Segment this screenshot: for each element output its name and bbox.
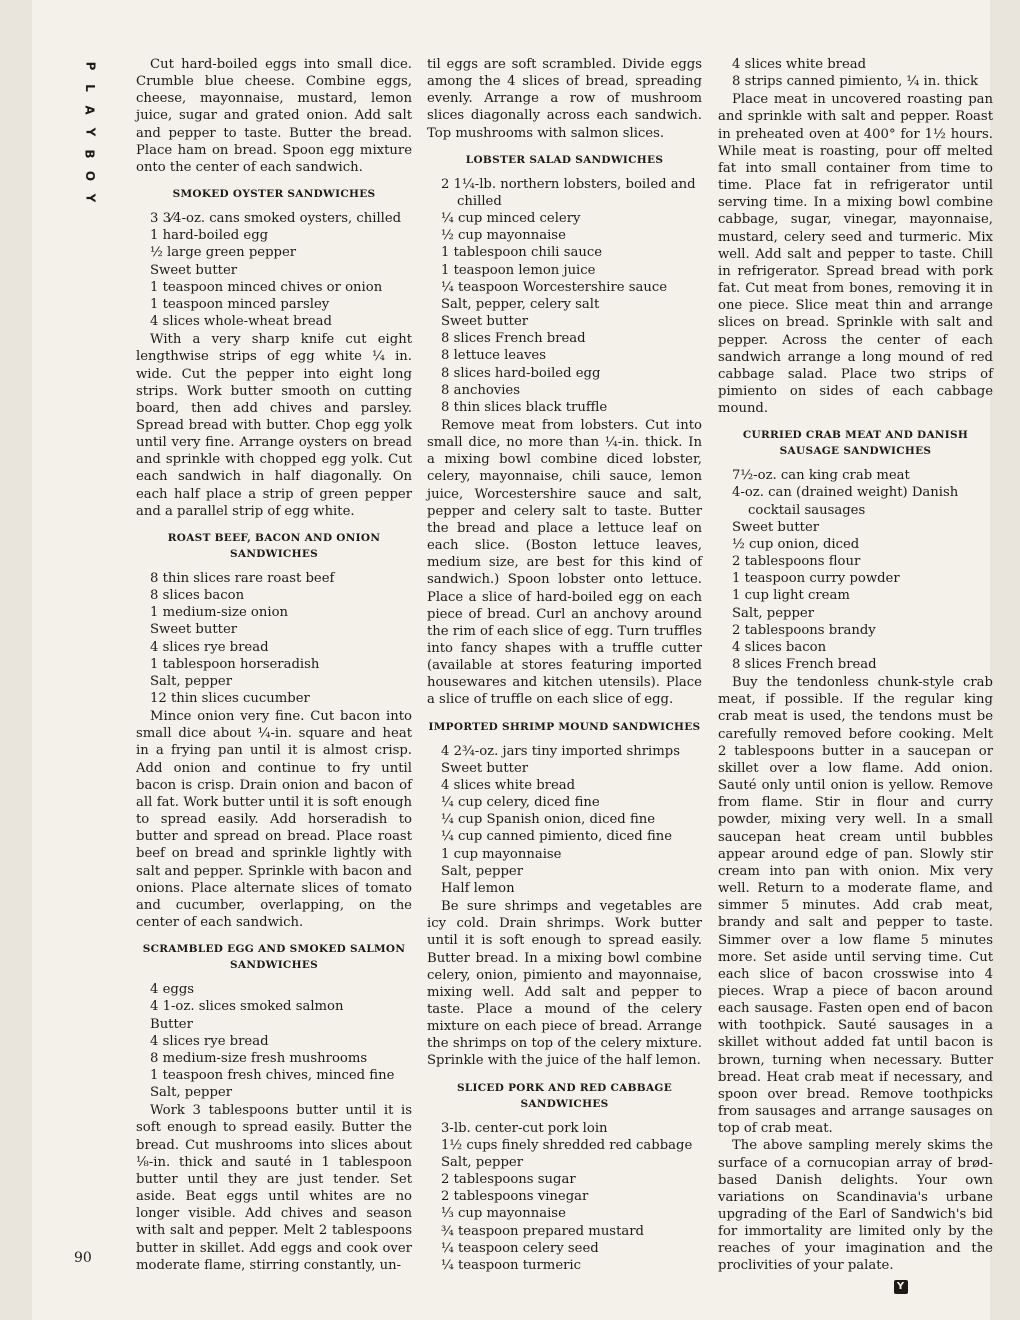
column-1	[136, 56, 412, 1274]
ingredient: 7½-oz. can king crab meat	[732, 468, 910, 484]
ingredient: 4 slices whole-wheat bread	[150, 314, 332, 330]
rabbit-end-mark-icon: Y	[894, 1280, 908, 1294]
ingredient: ¼ cup minced celery	[441, 211, 581, 227]
recipe-title-pork: SLICED PORK AND RED CABBAGE SANDWICHES	[456, 1081, 672, 1110]
ingredient: Salt, pepper	[150, 1085, 233, 1101]
ingredient: 8 slices hard-boiled egg	[441, 365, 601, 381]
closing-paragraph: The above sampling merely skims the surface of a cornucopian array of brød-based Danish delights. Your own variations on Scandinavia's urbane upgrading of the Earl of Sandwich's bid for immortality are limited only by the reaches of your imagination and the proclivities of your palate.	[718, 1138, 993, 1274]
ingredient: ¾ teaspoon prepared mustard	[441, 1223, 644, 1239]
running-head-letter: P	[82, 61, 97, 71]
ingredient: Salt, pepper	[732, 605, 815, 621]
directions-pork: Place meat in uncovered roasting pan and sprinkle with salt and pepper. Roast in preheated oven at 400° for 1½ hours. While meat is roasting, pour off melted fat into small container from time to time. Place fat in refrigerator until serving time. In a mixing bowl combine cabbage, sugar, vinegar, mayonnaise, mustard, celery seed and turmeric. Mix well. Add salt and pepper to taste. Chill in refrigerator. Spread bread with pork fat. Cut meat from bones, removing it in one piece. Slice meat thin and arrange slices on bread. Sprinkle with salt and pepper. Across the center of each sandwich arrange a long mound of red cabbage salad. Place two strips of pimiento on sides of each cabbage mound.	[718, 92, 993, 417]
ingredient: 8 slices French bread	[732, 657, 877, 672]
ingredient: 1 teaspoon lemon juice	[441, 262, 596, 278]
ingredient: 4-oz. can (drained weight) Danish cocktail sausages	[732, 485, 959, 518]
ingredient-list-lobster	[441, 176, 702, 416]
ingredient: ½ cup onion, diced	[732, 536, 860, 552]
ingredient: 12 thin slices cucumber	[150, 691, 310, 706]
ingredient: Salt, pepper	[441, 1154, 524, 1170]
running-head-letter: A	[82, 105, 97, 115]
ingredient: ½ cup mayonnaise	[441, 228, 566, 244]
ingredient: 8 medium-size fresh mushrooms	[150, 1050, 368, 1066]
running-head-letter: L	[83, 84, 97, 92]
ingredient: 1 cup mayonnaise	[441, 846, 562, 862]
ingredient: 4 2¾-oz. jars tiny imported shrimps	[441, 743, 680, 759]
ingredient: Sweet butter	[150, 622, 238, 638]
ingredient-list-pork-cont	[732, 56, 993, 90]
ingredient: 2 tablespoons brandy	[732, 622, 876, 638]
ingredient: 1 tablespoon horseradish	[150, 656, 320, 672]
ingredient: 4 eggs	[150, 982, 195, 998]
ingredient: ¼ teaspoon celery seed	[441, 1240, 599, 1256]
ingredient: 4 slices white bread	[732, 57, 867, 72]
ingredient: 8 anchovies	[441, 382, 520, 398]
ingredient: 3-lb. center-cut pork loin	[441, 1120, 608, 1136]
ingredient: 4 slices bacon	[732, 639, 827, 655]
running-head-letter: Y	[82, 127, 97, 137]
ingredient: 8 thin slices rare roast beef	[150, 570, 335, 586]
ingredient: Sweet butter	[441, 760, 529, 776]
ingredient: 8 lettuce leaves	[441, 348, 546, 364]
recipe-title-scrambled-egg: SCRAMBLED EGG AND SMOKED SALMON SANDWICHES	[142, 943, 406, 972]
ingredient-list-crab	[732, 467, 993, 673]
recipe-title-crab: CURRIED CRAB MEAT AND DANISH SAUSAGE SANDWICHES	[742, 429, 969, 458]
running-head-letter: B	[83, 149, 97, 159]
ingredient: 1 teaspoon fresh chives, minced fine	[150, 1067, 395, 1083]
ingredient: 1½ cups finely shredded red cabbage	[441, 1137, 693, 1153]
recipe-title-roast-beef: ROAST BEEF, BACON AND ONION SANDWICHES	[167, 531, 381, 560]
ingredient: 2 1¼-lb. northern lobsters, boiled and chilled	[441, 176, 696, 209]
ingredient: 4 slices rye bread	[150, 639, 269, 655]
ingredient: ¼ cup celery, diced fine	[441, 795, 600, 811]
ingredient: Butter	[150, 1016, 193, 1032]
ingredient-list-smoked-oyster	[150, 210, 412, 330]
column-2	[427, 56, 702, 1275]
ingredient-list-shrimp	[441, 743, 702, 897]
ingredient: ⅓ cup mayonnaise	[441, 1206, 566, 1222]
ingredient: 8 strips canned pimiento, ¼ in. thick	[732, 74, 979, 90]
recipe-title-lobster: LOBSTER SALAD SANDWICHES	[465, 153, 664, 166]
directions-crab: Buy the tendonless chunk-style crab meat, if possible. If the regular king crab meat is used, the tendons must be carefully removed before cooking. Melt 2 tablespoons butter in a saucepan or skillet over a low flame. Add onion. Sauté only until onion is yellow. Remove from flame. Stir in flour and curry powder, mixing very well. In a small saucepan heat cream until bubbles appear around edge of pan. Slowly stir cream into pan with onion. Mix very well. Return to a moderate flame, and simmer 5 minutes. Add crab meat, brandy and salt and pepper to taste. Simmer over a low flame 5 minutes more. Set aside until serving time. Cut each slice of bacon crosswise into 4 pieces. Wrap a piece of bacon around each sausage. Fasten open end of bacon with toothpick. Sauté sausages in a skillet without added fat until bacon is brown, turning when necessary. Butter bread. Heat crab meat if necessary, and spoon over bread. Remove toothpicks from sausages and arrange sausages on top of crab meat.	[718, 675, 993, 1137]
ingredient: Sweet butter	[150, 262, 238, 278]
ingredient: ¼ cup Spanish onion, diced fine	[441, 812, 656, 828]
ingredient: Half lemon	[441, 880, 515, 896]
ingredient: 1 teaspoon minced chives or onion	[150, 279, 383, 295]
ingredient: 1 tablespoon chili sauce	[441, 245, 603, 261]
ingredient: 4 slices rye bread	[150, 1033, 269, 1049]
ingredient: 1 teaspoon minced parsley	[150, 296, 330, 312]
ingredient: 2 tablespoons sugar	[441, 1172, 576, 1188]
ingredient-list-pork	[441, 1120, 702, 1274]
ingredient: 3 3⁄4-oz. cans smoked oysters, chilled	[150, 211, 402, 227]
ingredient: 1 teaspoon curry powder	[732, 571, 900, 587]
ingredient-list-roast-beef	[150, 570, 412, 707]
ingredient: Salt, pepper	[150, 673, 233, 689]
ingredient: 4 slices white bread	[441, 777, 576, 793]
directions-shrimp: Be sure shrimps and vegetables are icy cold. Drain shrimps. Work butter until it is soft enough to spread easily. Butter bread. In a mixing bowl combine celery, onion, pimiento and mayonnaise, mixing well. Add salt and pepper to taste. Place a mound of the celery mixture on each piece of bread. Arrange the shrimps on top of the celery mixture. Sprinkle with the juice of the half lemon.	[427, 899, 702, 1069]
ingredient: ½ large green pepper	[150, 245, 297, 261]
column-3	[718, 56, 993, 1296]
ingredient: 1 cup light cream	[732, 588, 850, 604]
page-number: 90	[74, 1250, 92, 1266]
directions-lobster: Remove meat from lobsters. Cut into small dice, no more than ¼-in. thick. In a mixing bowl combine diced lobster, celery, mayonnaise, chili sauce, lemon juice, Worcestershire sauce and salt, pepper and celery salt to taste. Butter the bread and place a lettuce leaf on each slice. (Boston lettuce leaves, medium size, are best for this kind of sandwich.) Spoon lobster onto lettuce. Place a slice of hard-boiled egg on each piece of bread. Curl an anchovy around the rim of each slice of egg. Turn truffles into fancy shapes with a truffle cutter (available at stores featuring imported housewares and kitchen utensils). Place a slice of truffle on each slice of egg.	[427, 417, 702, 708]
ingredient: 2 tablespoons flour	[732, 554, 861, 570]
directions-scrambled-egg: Work 3 tablespoons butter until it is soft enough to spread easily. Butter the bread. Cut mushrooms into slices about ⅛-in. thick and sauté in 1 tablespoon butter until they are just tender. Set aside. Beat eggs until whites are no longer visible. Add chives and season with salt and pepper. Melt 2 tablespoons butter in skillet. Add eggs and cook over moderate flame, stirring constantly, un-	[136, 1103, 412, 1273]
running-head	[76, 55, 104, 209]
ingredient: ¼ cup canned pimiento, diced fine	[441, 829, 673, 845]
ingredient: Sweet butter	[441, 314, 529, 330]
recipe-title-shrimp: IMPORTED SHRIMP MOUND SANDWICHES	[428, 720, 701, 733]
running-head-letter: O	[82, 170, 97, 182]
end-mark-row	[718, 1279, 993, 1296]
ingredient: ¼ teaspoon turmeric	[441, 1257, 582, 1273]
ingredient: 8 slices bacon	[150, 588, 245, 604]
ingredient: 2 tablespoons vinegar	[441, 1189, 589, 1205]
intro-paragraph: Cut hard-boiled eggs into small dice. Crumble blue cheese. Combine eggs, cheese, mayonnaise, mustard, lemon juice, sugar and grated onion. Add salt and pepper to taste. Butter the bread. Place ham on bread. Spoon egg mixture onto the center of each sandwich.	[136, 57, 412, 175]
ingredient: 4 1-oz. slices smoked salmon	[150, 999, 344, 1015]
ingredient: 8 thin slices black truffle	[441, 399, 608, 415]
ingredient: 1 medium-size onion	[150, 605, 289, 621]
recipe-title-smoked-oyster: SMOKED OYSTER SANDWICHES	[172, 188, 376, 201]
directions-roast-beef: Mince onion very fine. Cut bacon into small dice about ¼-in. square and heat in a frying pan until it is almost crisp. Add onion and continue to fry until bacon is crisp. Drain onion and bacon of all fat. Work butter until it is soft enough to spread easily. Add horseradish to butter and spread on bread. Place roast beef on bread and sprinkle lightly with salt and pepper. Sprinkle with bacon and onions. Place alternate slices of tomato and cucumber, overlapping, on the center of each sandwich.	[136, 709, 412, 931]
magazine-page	[32, 0, 993, 1320]
running-head-letter: Y	[82, 193, 97, 203]
ingredient-list-scrambled-egg	[150, 981, 412, 1101]
ingredient: Sweet butter	[732, 519, 820, 535]
ingredient: ¼ teaspoon Worcestershire sauce	[441, 279, 668, 295]
ingredient: 8 slices French bread	[441, 331, 586, 347]
directions-smoked-oyster: With a very sharp knife cut eight lengthwise strips of egg white ¼ in. wide. Cut the pepper into eight long strips. Work butter smooth on cutting board, then add chives and parsley. Spread bread with butter. Chop egg yolk until very fine. Arrange oysters on bread and sprinkle with chopped egg yolk. Cut each sandwich in half diagonally. On each half place a strip of green pepper and a parallel strip of egg white.	[136, 332, 412, 519]
directions-scrambled-egg-cont: til eggs are soft scrambled. Divide eggs among the 4 slices of bread, spreading evenly. Arrange a row of mushroom slices diagonally across each sandwich. Top mushrooms with salmon slices.	[427, 57, 702, 141]
ingredient: 1 hard-boiled egg	[150, 228, 269, 244]
ingredient: Salt, pepper, celery salt	[441, 296, 600, 312]
ingredient: Salt, pepper	[441, 863, 524, 879]
